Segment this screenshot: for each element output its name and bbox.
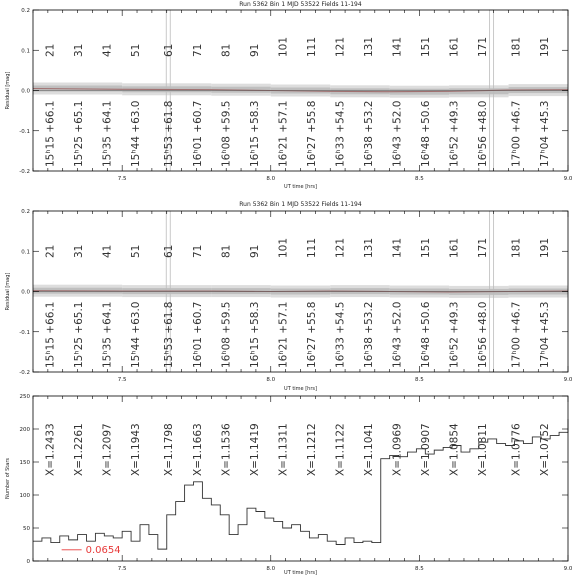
field-number-label: 131 — [362, 36, 375, 57]
field-coordinate-label: 16ʰ27 +55.8 — [305, 301, 318, 368]
field-coordinate-label: 15ʰ35 +64.1 — [101, 301, 114, 368]
airmass-label: X=1.1122 — [334, 423, 347, 476]
annotation-value: 0.0654 — [85, 544, 121, 556]
field-number-label: 91 — [248, 43, 261, 57]
y-tick-label: 0.2 — [21, 8, 30, 14]
field-coordinate-label: 16ʰ15 +58.3 — [248, 301, 261, 368]
panel-2 — [5, 201, 573, 392]
x-tick-label: 9.0 — [563, 566, 573, 572]
x-tick-label: 8.5 — [415, 377, 424, 383]
field-coordinate-label: 16ʰ01 +60.7 — [191, 301, 204, 368]
field-coordinate-label: 15ʰ35 +64.1 — [101, 100, 114, 167]
chart-title: Run 5362 Bin 1 MJD 53522 Fields 11-194 — [239, 1, 362, 8]
field-number-label: 61 — [163, 43, 176, 57]
field-coordinate-label: 15ʰ15 +66.1 — [44, 100, 57, 167]
field-number-label: 131 — [362, 237, 375, 258]
y-tick-label: 100 — [19, 493, 30, 499]
field-coordinate-label: 17ʰ04 +45.3 — [538, 301, 551, 368]
field-number-label: 121 — [334, 237, 347, 258]
field-coordinate-label: 15ʰ15 +66.1 — [44, 301, 57, 368]
field-coordinate-label: 16ʰ01 +60.7 — [191, 100, 204, 167]
field-coordinate-label: 15ʰ53 +61.8 — [163, 100, 176, 167]
y-tick-label: -0.2 — [19, 370, 30, 376]
x-tick-label: 8.0 — [266, 176, 276, 182]
field-coordinate-label: 16ʰ21 +57.1 — [277, 100, 290, 167]
field-number-label: 191 — [538, 36, 551, 57]
field-number-label: 81 — [220, 43, 233, 57]
airmass-label: X=1.0752 — [538, 423, 551, 476]
field-coordinate-label: 16ʰ21 +57.1 — [277, 301, 290, 368]
x-tick-label: 9.0 — [563, 377, 573, 383]
y-axis-label: Residual [mag] — [5, 272, 11, 311]
airmass-label: X=1.1663 — [191, 423, 204, 476]
airmass-label: X=1.0907 — [420, 423, 433, 476]
field-number-label: 71 — [191, 43, 204, 57]
field-coordinate-label: 16ʰ33 +54.5 — [334, 100, 347, 167]
field-number-label: 171 — [477, 237, 490, 258]
y-axis-label: Residual [mag] — [5, 71, 11, 110]
field-coordinate-label: 15ʰ25 +65.1 — [72, 100, 85, 167]
field-number-label: 161 — [448, 237, 461, 258]
field-number-label: 111 — [305, 36, 318, 57]
field-coordinate-label: 16ʰ56 +48.0 — [477, 301, 490, 368]
field-number-label: 91 — [248, 244, 261, 258]
y-tick-label: 0.0 — [21, 289, 30, 296]
field-number-label: 181 — [510, 237, 523, 258]
chart-title: Run 5362 Bin 1 MJD 53522 Fields 11-194 — [239, 201, 362, 208]
field-coordinate-label: 17ʰ00 +46.7 — [510, 100, 523, 167]
x-axis-label: UT time [hrs] — [284, 386, 317, 392]
field-number-label: 41 — [101, 244, 114, 258]
panel-3 — [5, 394, 573, 576]
field-number-label: 61 — [163, 244, 176, 258]
field-number-label: 101 — [277, 36, 290, 57]
field-coordinate-label: 16ʰ08 +59.5 — [220, 301, 233, 368]
field-number-label: 151 — [420, 36, 433, 57]
x-axis-label: UT time [hrs] — [284, 570, 317, 576]
airmass-label: X=1.0776 — [510, 423, 523, 476]
x-tick-label: 7.5 — [117, 566, 127, 572]
y-tick-label: 0 — [26, 559, 30, 565]
field-coordinate-label: 16ʰ56 +48.0 — [477, 100, 490, 167]
field-coordinate-label: 16ʰ38 +53.2 — [362, 100, 375, 167]
field-number-label: 21 — [44, 244, 57, 258]
field-coordinate-label: 16ʰ43 +52.0 — [391, 301, 404, 368]
airmass-label: X=1.0854 — [448, 423, 461, 476]
airmass-label: X=1.2097 — [101, 423, 114, 476]
field-coordinate-label: 16ʰ48 +50.6 — [420, 100, 433, 167]
airmass-label: X=1.0811 — [477, 423, 490, 476]
field-number-label: 161 — [448, 36, 461, 57]
field-number-label: 51 — [129, 43, 142, 57]
y-tick-label: -0.2 — [19, 169, 30, 175]
field-coordinate-label: 15ʰ25 +65.1 — [72, 301, 85, 368]
field-coordinate-label: 15ʰ53 +61.8 — [163, 301, 176, 368]
field-coordinate-label: 16ʰ08 +59.5 — [220, 100, 233, 167]
airmass-label: X=1.1798 — [163, 423, 176, 476]
field-coordinate-label: 15ʰ44 +63.0 — [129, 301, 142, 368]
field-coordinate-label: 16ʰ52 +49.3 — [448, 301, 461, 368]
x-tick-label: 8.5 — [415, 176, 424, 182]
panel-1 — [5, 1, 573, 190]
field-number-label: 51 — [129, 244, 142, 258]
field-number-label: 151 — [420, 237, 433, 258]
y-tick-label: 0.2 — [21, 209, 30, 215]
airmass-label: X=1.2261 — [72, 423, 85, 476]
field-number-label: 41 — [101, 43, 114, 57]
y-tick-label: 150 — [19, 460, 30, 466]
y-tick-label: -0.1 — [19, 329, 30, 336]
field-coordinate-label: 16ʰ27 +55.8 — [305, 100, 318, 167]
y-tick-label: 200 — [19, 427, 30, 433]
airmass-label: X=1.0969 — [391, 423, 404, 476]
y-tick-label: 0.1 — [21, 48, 30, 55]
x-tick-label: 9.0 — [563, 176, 573, 182]
airmass-label: X=1.1419 — [248, 423, 261, 476]
y-axis-label: Number of Stars — [5, 458, 11, 499]
field-coordinate-label: 17ʰ00 +46.7 — [510, 301, 523, 368]
airmass-label: X=1.1536 — [220, 423, 233, 476]
y-tick-label: 50 — [23, 526, 30, 532]
x-tick-label: 8.5 — [415, 566, 424, 572]
field-coordinate-label: 15ʰ44 +63.0 — [129, 100, 142, 167]
airmass-label: X=1.1943 — [129, 423, 142, 476]
field-number-label: 31 — [72, 43, 85, 57]
field-coordinate-label: 16ʰ15 +58.3 — [248, 100, 261, 167]
field-number-label: 101 — [277, 237, 290, 258]
field-number-label: 181 — [510, 36, 523, 57]
x-tick-label: 7.5 — [117, 176, 127, 182]
field-coordinate-label: 17ʰ04 +45.3 — [538, 100, 551, 167]
field-number-label: 81 — [220, 244, 233, 258]
field-coordinate-label: 16ʰ43 +52.0 — [391, 100, 404, 167]
field-number-label: 71 — [191, 244, 204, 258]
field-number-label: 141 — [391, 237, 404, 258]
field-number-label: 141 — [391, 36, 404, 57]
airmass-label: X=1.1311 — [277, 423, 290, 476]
field-coordinate-label: 16ʰ52 +49.3 — [448, 100, 461, 167]
field-number-label: 31 — [72, 244, 85, 258]
y-tick-label: 0.1 — [21, 249, 30, 256]
field-number-label: 121 — [334, 36, 347, 57]
field-number-label: 191 — [538, 237, 551, 258]
field-coordinate-label: 16ʰ33 +54.5 — [334, 301, 347, 368]
x-tick-label: 8.0 — [266, 566, 276, 572]
x-axis-label: UT time [hrs] — [284, 184, 317, 190]
airmass-label: X=1.1212 — [305, 423, 318, 476]
field-coordinate-label: 16ʰ38 +53.2 — [362, 301, 375, 368]
field-coordinate-label: 16ʰ48 +50.6 — [420, 301, 433, 368]
field-number-label: 171 — [477, 36, 490, 57]
x-tick-label: 7.5 — [117, 377, 127, 383]
y-tick-label: 0.0 — [21, 88, 30, 95]
airmass-label: X=1.2433 — [44, 423, 57, 476]
field-number-label: 111 — [305, 237, 318, 258]
airmass-label: X=1.1041 — [362, 423, 375, 476]
y-tick-label: -0.1 — [19, 128, 30, 135]
y-tick-label: 250 — [19, 394, 30, 400]
field-number-label: 21 — [44, 43, 57, 57]
x-tick-label: 8.0 — [266, 377, 276, 383]
